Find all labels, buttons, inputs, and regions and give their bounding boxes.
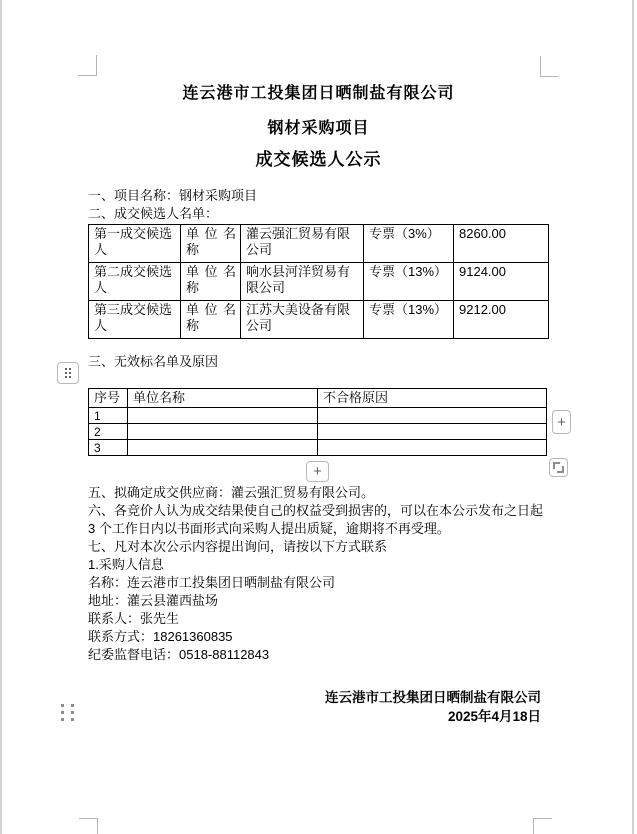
invalid-row-3 [89,440,547,456]
signature-block [325,688,541,726]
section-objection-line2: 3 个工作日内以书面形式向采购人提出质疑，逾期将不再受理。 [88,521,450,536]
serial-cell[interactable]: 3 [89,440,128,456]
reason-cell[interactable] [318,440,547,456]
bid-amount-cell[interactable]: 9212.00 [454,301,549,339]
section-invalid-bids: 三、无效标名单及原因 [88,354,219,369]
candidate-rank-cell[interactable]: 第三成交候选人 [89,301,181,339]
serial-cell[interactable]: 2 [89,424,128,440]
invalid-table-header-row [89,389,547,408]
header-unit-name[interactable]: 单位名称 [128,389,318,408]
add-column-button[interactable] [552,410,571,434]
invalid-row-1 [89,408,547,424]
text-boundary-mark-top-right [540,56,559,77]
section-project-name: 一、项目名称：钢材采购项目 [88,188,258,203]
section-objection-line1: 六、各竞价人认为成交结果使自己的权益受到损害的，可以在本公示发布之日起 [88,503,544,518]
unit-name-cell[interactable] [128,408,318,424]
text-boundary-mark-top-left [78,55,97,76]
body-paragraphs [88,484,566,664]
candidate-rank-cell[interactable]: 第一成交候选人 [89,225,181,263]
plus-icon: + [557,413,566,431]
bid-amount-cell[interactable]: 8260.00 [454,225,549,263]
contact-name: 名称：连云港市工投集团日晒制盐有限公司 [88,575,336,590]
company-name-cell[interactable]: 响水县河洋贸易有限公司 [241,263,364,301]
invalid-row-2 [89,424,547,440]
table-drag-handle-button[interactable] [57,362,79,384]
candidate-row-2 [89,263,549,301]
candidate-row-1 [89,225,549,263]
section-candidates-list: 二、成交候选人名单： [88,206,219,221]
reason-cell[interactable] [318,408,547,424]
doc-title-project: 钢材采购项目 [267,120,370,137]
plus-icon: + [313,463,322,480]
section-supplier-confirm: 五、拟确定成交供应商：灌云强汇贸易有限公司。 [88,485,375,500]
candidate-row-3 [89,301,549,339]
header-fail-reason[interactable]: 不合格原因 [318,389,547,408]
invoice-type-cell[interactable]: 专票（13%） [364,301,454,339]
add-row-button[interactable] [306,461,329,482]
reason-cell[interactable] [318,424,547,440]
purchaser-info-heading: 1.采购人信息 [88,557,164,572]
unit-name-cell[interactable] [128,440,318,456]
text-boundary-mark-bottom-right [533,818,552,834]
doc-title-announcement: 成交候选人公示 [255,150,382,169]
candidates-table [88,224,549,339]
drag-dots-icon [65,368,71,378]
unit-name-label-cell[interactable]: 单位名称 [181,225,241,263]
unit-name-cell[interactable] [128,424,318,440]
text-boundary-mark-bottom-left [79,818,98,834]
invoice-type-cell[interactable]: 专票（3%） [364,225,454,263]
unit-name-label-cell[interactable]: 单位名称 [181,301,241,339]
contact-person: 联系人：张先生 [88,611,180,626]
doc-title-company: 连云港市工投集团日晒制盐有限公司 [182,85,455,102]
company-name-cell[interactable]: 江苏大美设备有限公司 [241,301,364,339]
company-name-cell[interactable]: 灌云强汇贸易有限公司 [241,225,364,263]
invalid-bids-table [88,388,547,456]
invoice-type-cell[interactable]: 专票（13%） [364,263,454,301]
serial-cell[interactable]: 1 [89,408,128,424]
bid-amount-cell[interactable]: 9124.00 [454,263,549,301]
candidate-rank-cell[interactable]: 第二成交候选人 [89,263,181,301]
header-serial-number[interactable]: 序号 [89,389,128,408]
contact-phone: 联系方式：18261360835 [88,629,233,644]
contact-address: 地址：灌云县灌西盐场 [88,593,219,608]
paragraph-drag-dots-icon[interactable] [61,704,74,721]
signature-company: 连云港市工投集团日晒制盐有限公司 [325,690,541,705]
resize-icon [550,459,567,476]
section-contact-intro: 七、凡对本次公示内容提出询问，请按以下方式联系 [88,539,388,554]
contact-supervision: 纪委监督电话：0518-88112843 [88,647,270,662]
signature-date: 2025年4月18日 [447,709,541,724]
unit-name-label-cell[interactable]: 单位名称 [181,263,241,301]
table-resize-button[interactable] [549,458,568,477]
